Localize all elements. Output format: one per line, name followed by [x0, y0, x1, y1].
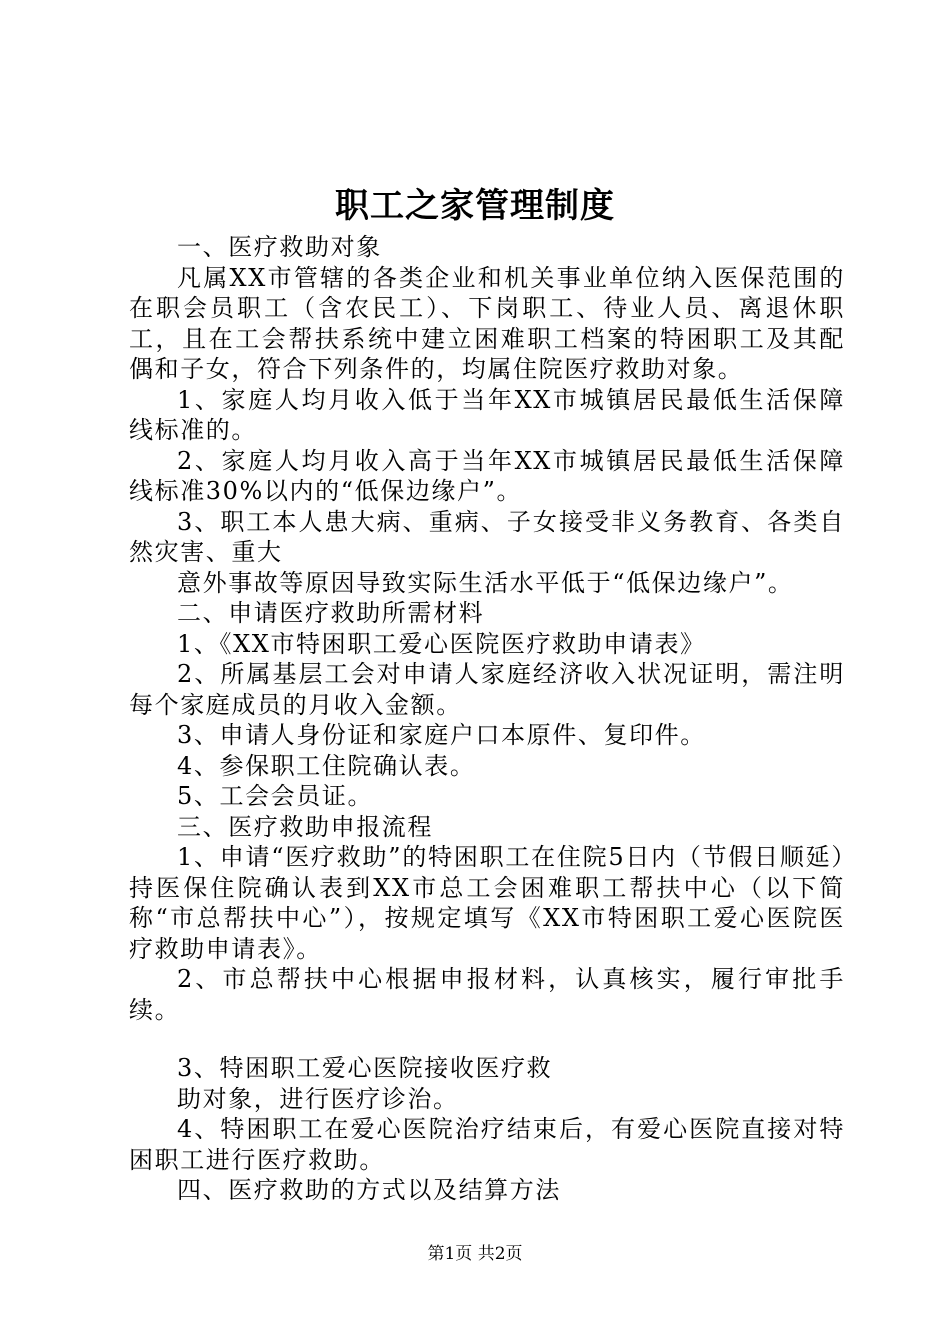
paragraph-eligibility: 凡属XX市管辖的各类企业和机关事业单位纳入医保范围的在职会员职工（含农民工）、下岗职工、待业人员、离退休职工，且在工会帮扶系统中建立困难职工档案的特困职工及其配偶和子女，符合下列条件的，均属住院医疗救助对象。 — [129, 263, 845, 383]
list-item-process-3-cont: 助对象，进行医疗诊治。 — [177, 1084, 459, 1113]
list-item-process-1: 1、申请“医疗救助”的特困职工在住院5日内（节假日顺延）持医保住院确认表到XX市总工会困难职工帮扶中心（以下简称“市总帮扶中心”），按规定填写《XX市特困职工爱心医院医疗救助申请表》。 — [129, 843, 845, 963]
list-item-condition-3-cont: 意外事故等原因导致实际生活水平低于“低保边缘户”。 — [177, 568, 794, 597]
list-item-condition-1: 1、家庭人均月收入低于当年XX市城镇居民最低生活保障线标准的。 — [129, 385, 845, 444]
document-title: 职工之家管理制度 — [335, 186, 615, 226]
list-item-process-2: 2、市总帮扶中心根据申报材料，认真核实，履行审批手续。 — [129, 965, 845, 1024]
list-item-process-4: 4、特困职工在爱心医院治疗结束后，有爱心医院直接对特困职工进行医疗救助。 — [129, 1115, 845, 1174]
list-item-material-3: 3、申请人身份证和家庭户口本原件、复印件。 — [177, 721, 706, 749]
list-item-condition-2: 2、家庭人均月收入高于当年XX市城镇居民最低生活保障线标准30%以内的“低保边缘户”。 — [129, 446, 845, 505]
list-item-material-5: 5、工会会员证。 — [177, 782, 374, 810]
section-heading-2: 二、申请医疗救助所需材料 — [177, 599, 485, 627]
section-heading-4: 四、医疗救助的方式以及结算方法 — [177, 1176, 561, 1204]
list-item-material-2: 2、所属基层工会对申请人家庭经济收入状况证明，需注明每个家庭成员的月收入金额。 — [129, 660, 845, 719]
list-item-material-1: 1、《XX市特困职工爱心医院医疗救助申请表》 — [177, 629, 706, 658]
list-item-process-3: 3、特困职工爱心医院接收医疗救 — [177, 1054, 553, 1082]
document-body — [129, 232, 845, 1206]
list-item-condition-3: 3、职工本人患大病、重病、子女接受非义务教育、各类自然灾害、重大 — [129, 507, 845, 566]
list-item-material-4: 4、参保职工住院确认表。 — [177, 751, 476, 780]
page-footer: 第1页 共2页 — [427, 1244, 523, 1264]
section-heading-3: 三、医疗救助申报流程 — [177, 812, 433, 841]
section-heading-1: 一、医疗救助对象 — [177, 233, 382, 261]
